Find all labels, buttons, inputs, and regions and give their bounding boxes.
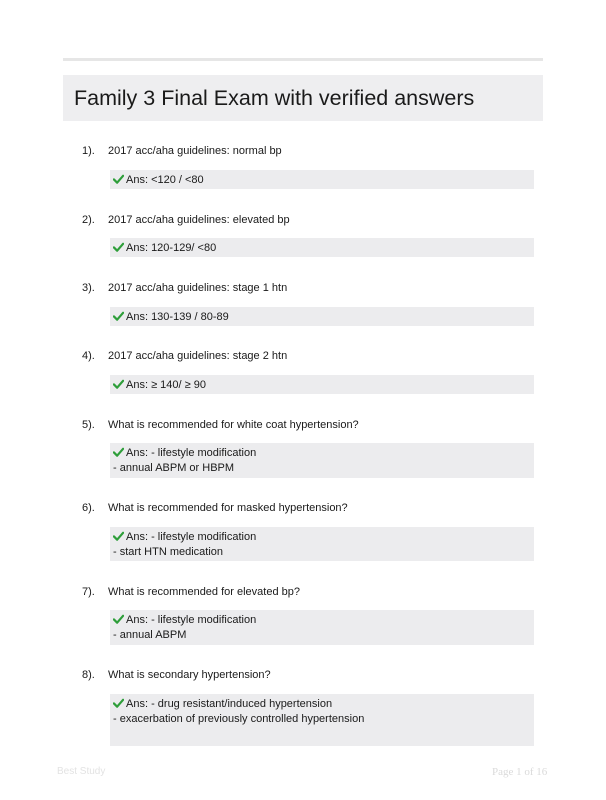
question-number: 6). <box>82 502 95 514</box>
answer-box <box>110 527 534 561</box>
answer-line <box>113 173 531 188</box>
answer-line <box>113 697 531 712</box>
checkmark-icon <box>113 447 124 457</box>
checkmark-icon <box>113 174 124 184</box>
question-text: What is secondary hypertension? <box>108 669 271 681</box>
page-title: Family 3 Final Exam with verified answers <box>74 86 475 110</box>
question-number: 2). <box>82 214 95 226</box>
answer-box <box>110 170 534 189</box>
question-text: 2017 acc/aha guidelines: elevated bp <box>108 214 290 226</box>
answer-text: Ans: - lifestyle modification <box>126 614 257 626</box>
answer-text: Ans: 120-129/ <80 <box>126 242 217 254</box>
checkmark-icon <box>113 531 124 541</box>
question-number: 7). <box>82 586 95 598</box>
answer-text: Ans: - drug resistant/induced hypertension <box>126 698 333 710</box>
checkmark-icon <box>113 242 124 252</box>
answer-line <box>113 310 531 325</box>
answer-line: - start HTN medication <box>113 546 224 558</box>
answer-line <box>113 378 531 393</box>
checkmark-icon <box>113 379 124 389</box>
question-number: 1). <box>82 145 95 157</box>
answer-box <box>110 694 534 746</box>
answer-line: - annual ABPM <box>113 629 187 641</box>
answer-line <box>113 241 531 256</box>
answer-text: Ans: ≥ 140/ ≥ 90 <box>126 379 206 391</box>
page-indicator: Page 1 of 16 <box>492 766 548 778</box>
question-text: What is recommended for white coat hypertension? <box>108 419 359 431</box>
answer-line <box>113 446 531 461</box>
footer-brand: Best Study <box>57 766 106 777</box>
question-number: 8). <box>82 669 95 681</box>
answer-line <box>113 530 531 545</box>
answer-line <box>113 613 531 628</box>
answer-box <box>110 307 534 326</box>
checkmark-icon <box>113 698 124 708</box>
question-text: 2017 acc/aha guidelines: stage 2 htn <box>108 350 288 362</box>
answer-line: - annual ABPM or HBPM <box>113 462 235 474</box>
answer-line: - exacerbation of previously controlled hypertension <box>113 713 365 725</box>
answer-text: Ans: - lifestyle modification <box>126 531 257 543</box>
question-number: 4). <box>82 350 95 362</box>
question-number: 3). <box>82 282 95 294</box>
answer-box <box>110 238 534 257</box>
question-text: 2017 acc/aha guidelines: normal bp <box>108 145 282 157</box>
answer-text: Ans: - lifestyle modification <box>126 447 257 459</box>
question-text: What is recommended for masked hypertension? <box>108 502 348 514</box>
answer-text: Ans: 130-139 / 80-89 <box>126 311 229 323</box>
answer-box <box>110 375 534 394</box>
top-divider <box>63 58 543 61</box>
checkmark-icon <box>113 614 124 624</box>
question-text: 2017 acc/aha guidelines: stage 1 htn <box>108 282 288 294</box>
answer-text: Ans: <120 / <80 <box>126 174 204 186</box>
question-text: What is recommended for elevated bp? <box>108 586 300 598</box>
checkmark-icon <box>113 311 124 321</box>
question-number: 5). <box>82 419 95 431</box>
answer-box <box>110 610 534 645</box>
answer-box <box>110 443 534 478</box>
title-banner <box>63 75 543 121</box>
